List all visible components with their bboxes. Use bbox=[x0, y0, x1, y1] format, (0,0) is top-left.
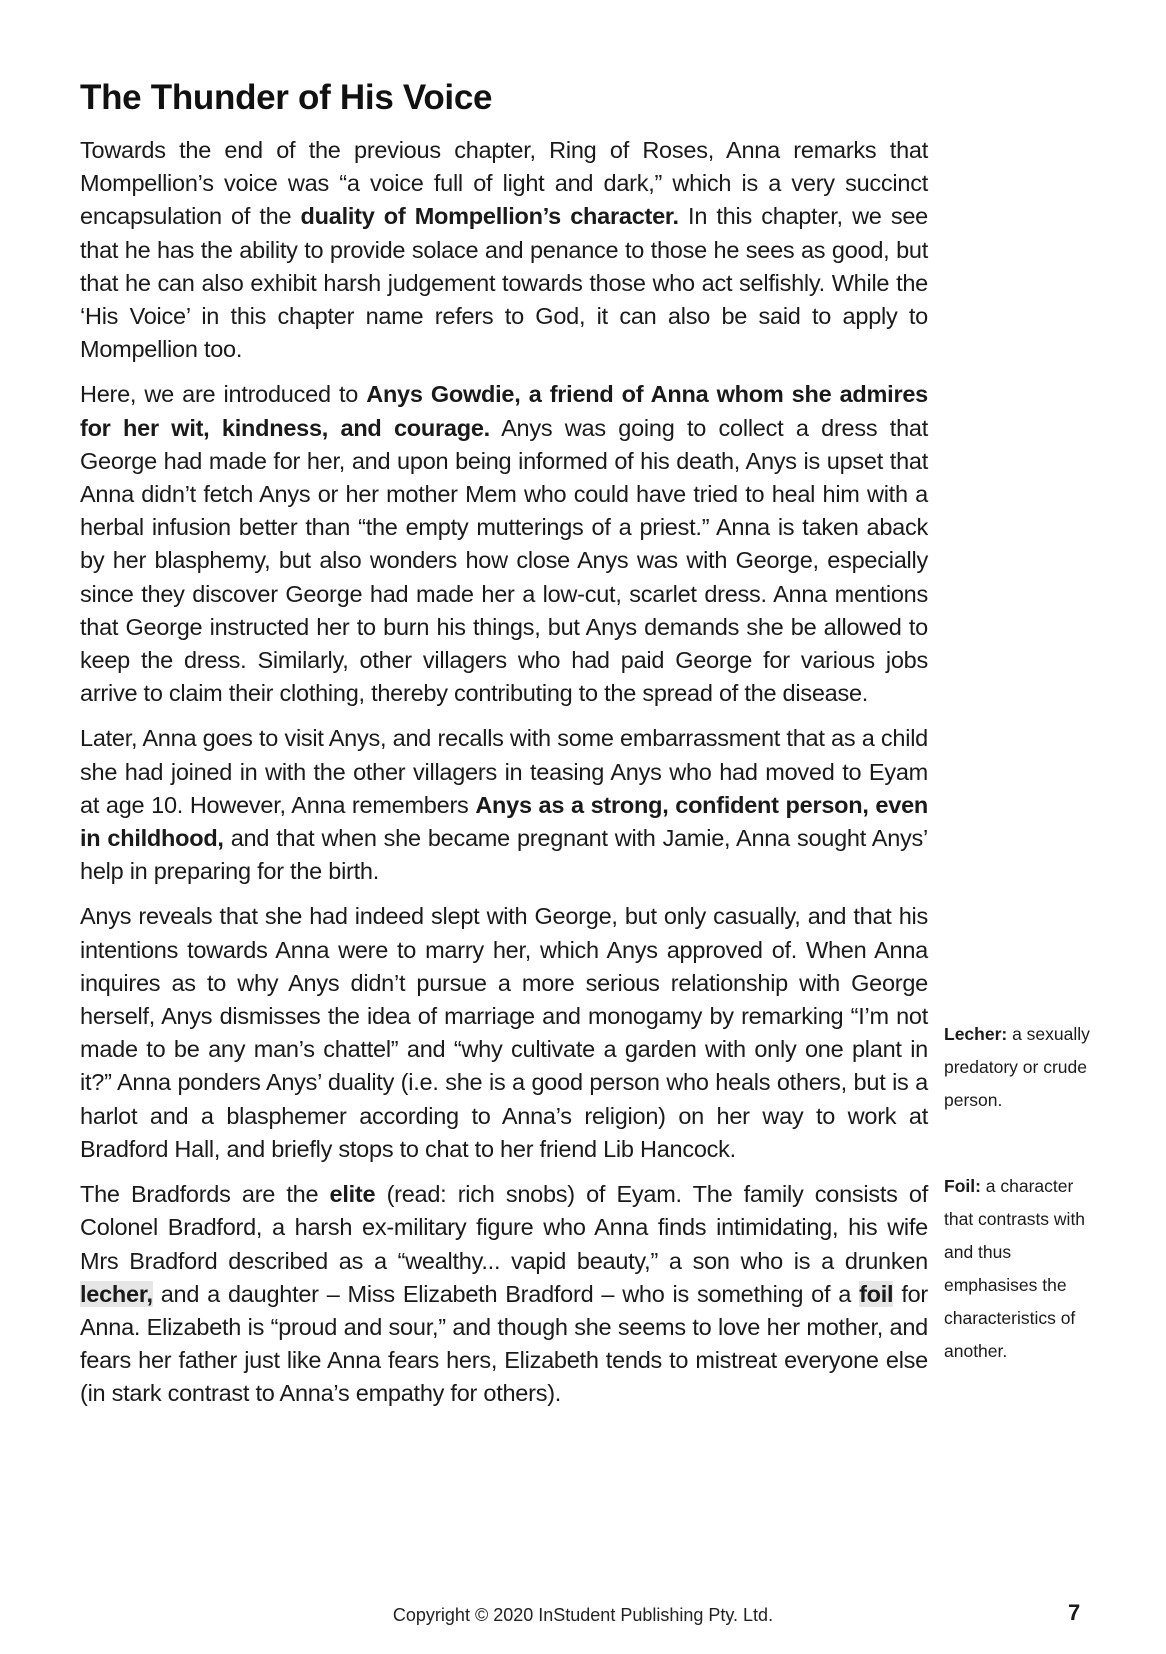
bold-phrase: Anys as a strong, confident person, even in childhood, bbox=[80, 791, 928, 852]
page-number: 7 bbox=[1068, 1600, 1081, 1625]
glossary-term: Foil: bbox=[944, 1176, 981, 1196]
copyright-footer: Copyright © 2020 InStudent Publishing Pty. Ltd. bbox=[392, 1605, 774, 1625]
text-run: Anys was going to collect a dress that George had made for her, and upon being informed of his death, Anys is upset that Anna didn’t fetch Anys or her mother Mem who could have tried to heal him with a herbal infusion better than “the empty mutterings of a priest.” Anna is taken aback by her blasphemy, but also wonders how close Anys was with George, especially since they discover George had made her a low-cut, scarlet dress. Anna mentions that George instructed her to burn his things, but Anys demands she be allowed to keep the dress. Similarly, other villagers who had paid George for various jobs arrive to claim their clothing, thereby contributing to the spread of the disease. bbox=[80, 414, 928, 707]
text-run: and that when she became pregnant with Jamie, Anna sought Anys’ help in preparing for the birth. bbox=[80, 825, 928, 885]
body-text bbox=[80, 134, 928, 1423]
text-run: for Anna. Elizabeth is “proud and sour,” and though she seems to love her mother, and fears her father just like Anna fears hers, Elizabeth tends to mistreat everyone else (in stark contrast to Anna’s empathy for others). bbox=[80, 1280, 928, 1407]
text-run: Anys reveals that she had indeed slept with George, but only casually, and that his intentions towards Anna were to marry her, which Anys approved of. When Anna inquires as to why Anys didn’t pursue a more serious relationship with George herself, Anys dismisses the idea of marriage and monogamy by remarking “I’m not made to be any man’s chattel” and “why cultivate a garden with only one plant in it?” Anna ponders Anys’ duality (i.e. she is a good person who heals others, but is a harlot and a blasphemer according to Anna’s religion) on her way to work at Bradford Hall, and briefly stops to chat to her friend Lib Hancock. bbox=[80, 903, 928, 1162]
paragraph bbox=[80, 134, 928, 366]
bold-phrase: duality of Mompellion’s character. bbox=[300, 203, 679, 230]
text-run: Later, Anna goes to visit Anys, and recalls with some embarrassment that as a child she had joined in with the other villagers in teasing Anys who had moved to Eyam at age 10. However, Anna remembers bbox=[80, 725, 928, 818]
text-run: Towards the end of the previous chapter, Ring of Roses, Anna remarks that Mompellion’s voice was “a voice full of light and dark,” which is a very succinct encapsulation of the bbox=[80, 137, 928, 230]
highlighted-term: lecher, bbox=[80, 1280, 153, 1307]
bold-phrase: Anys Gowdie, a friend of Anna whom she admires for her wit, kindness, and courage. bbox=[80, 381, 928, 441]
paragraph bbox=[80, 722, 928, 888]
bold-phrase: elite bbox=[329, 1181, 376, 1208]
glossary-lecher bbox=[944, 1018, 1094, 1117]
paragraph bbox=[80, 900, 928, 1166]
glossary-foil bbox=[944, 1170, 1094, 1368]
glossary-term: Lecher: bbox=[944, 1024, 1008, 1044]
text-run: The Bradfords are the bbox=[80, 1181, 330, 1208]
text-run: and a daughter – Miss Elizabeth Bradford – who is something of a bbox=[152, 1280, 860, 1307]
paragraph bbox=[80, 378, 928, 710]
page-title: The Thunder of His Voice bbox=[80, 78, 493, 117]
text-run: Here, we are introduced to bbox=[80, 381, 367, 408]
highlighted-term: foil bbox=[859, 1280, 894, 1307]
glossary-definition: a sexually predatory or crude person. bbox=[944, 1024, 1090, 1110]
glossary-definition: a character that contrasts with and thus emphasises the characteristics of another. bbox=[944, 1176, 1086, 1361]
text-run: (read: rich snobs) of Eyam. The family consists of Colonel Bradford, a harsh ex-military figure who Anna finds intimidating, his wife Mrs Bradford described as a “wealthy... vapid beauty,” a son who is a drunken bbox=[80, 1181, 928, 1274]
paragraph bbox=[80, 1178, 928, 1410]
text-run: In this chapter, we see that he has the ability to provide solace and penance to those he sees as good, but that he can also exhibit harsh judgement towards those who act selfishly. While the ‘His Voice’ in this chapter name refers to God, it can also be said to apply to Mompellion too. bbox=[80, 203, 929, 363]
